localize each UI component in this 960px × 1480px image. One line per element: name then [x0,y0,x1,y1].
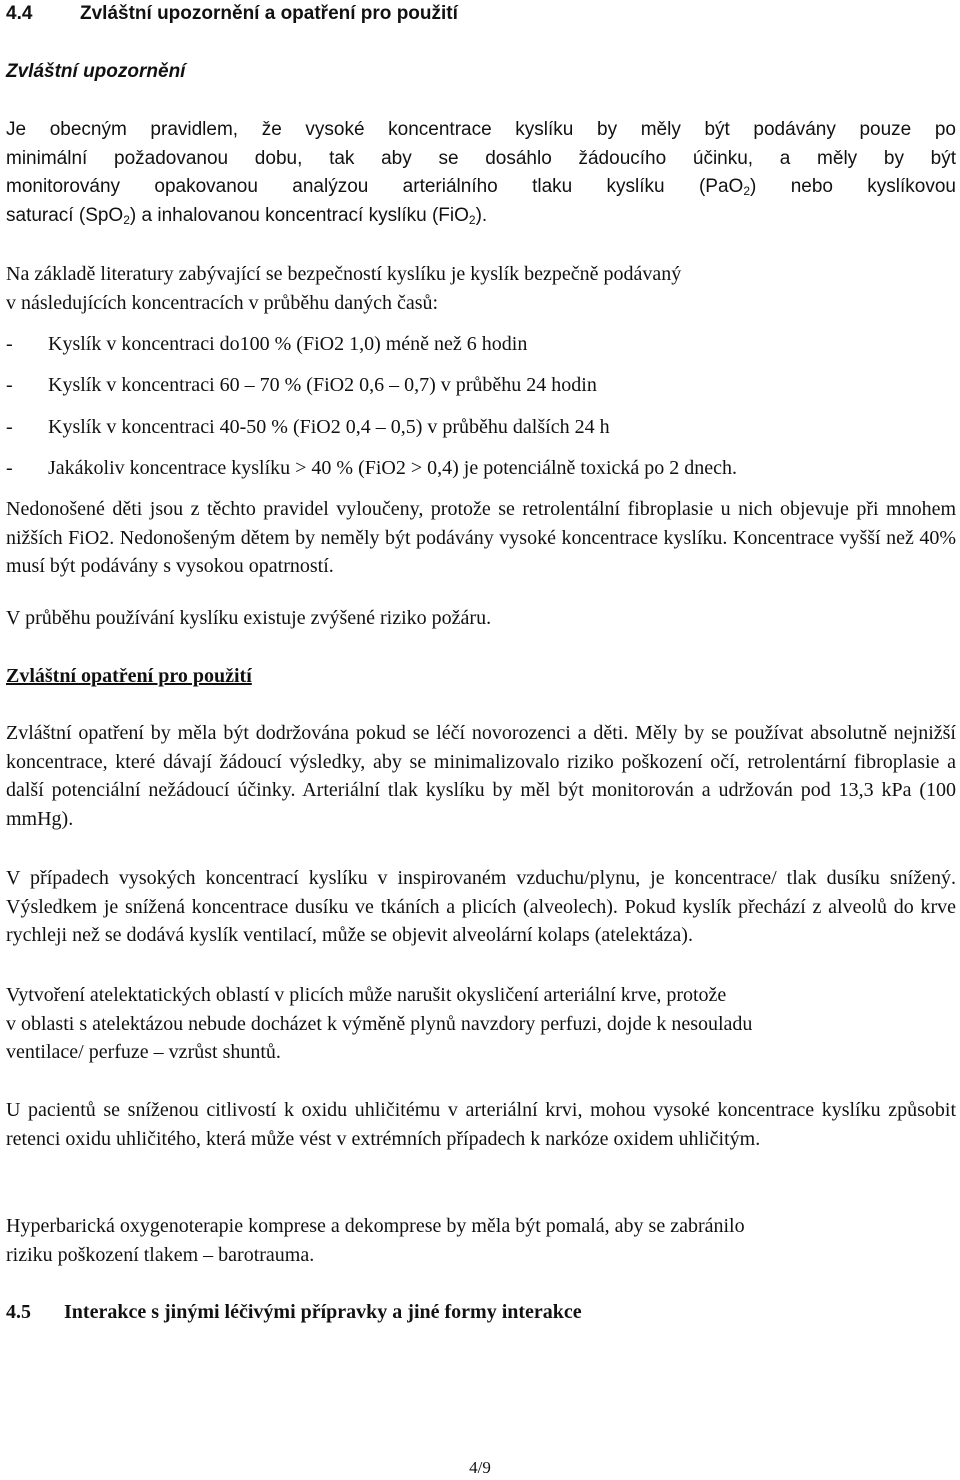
list-item-text: Kyslík v koncentraci do100 % (FiO2 1,0) méně než 6 hodin [48,333,528,355]
text-line: v oblasti s atelektázou nebude docházet k výměně plynů navzdory perfuzi, dojde k nesouladu [6,1012,753,1035]
precautions-paragraph-1: Zvláštní opatření by měla být dodržována pokud se léčí novorozenci a děti. Měly by se používat absolutně nejnižší koncentrace, které dávají žádoucí výsledky, aby se minimalizovalo riziko poškození očí, retrolentární fibroplasie a další potenciální nežádoucí účinky. Arteriální tlak kyslíku by měl být monitorován a udržován pod 13,3 kPa (100 mmHg). [6,722,956,830]
list-bullet: - [6,457,13,479]
section-4-4-heading [6,0,956,29]
list-item [6,454,956,482]
text-run: monitorovány opakovanou analýzou arteriálního tlaku kyslíku (PaO [6,176,744,197]
section-number: 4.4 [6,3,33,24]
subscript: 2 [123,212,130,227]
text-run: ) nebo kyslíkovou [750,176,957,197]
list-item-text: Jakákoliv koncentrace kyslíku > 40 % (FiO2 > 0,4) je potenciálně toxická po 2 dnech. [48,457,738,479]
precautions-heading: Zvláštní opatření pro použití [6,665,252,687]
section-title: Interakce s jinými léčivými přípravky a jiné formy interakce [64,1301,582,1323]
list-item [6,371,956,399]
text-line: Hyperbarická oxygenoterapie komprese a dekomprese by měla být pomalá, aby se zabránilo [6,1215,745,1237]
text-line: minimální požadovanou dobu, tak aby se dosáhlo žádoucího účinku, a měly by být [6,147,956,169]
text-line [6,202,956,231]
warnings-paragraph-3: Nedonošené děti jsou z těchto pravidel vyloučeny, protože se retrolentální fibroplasie u nich objevuje při mnohem nižších FiO2. Nedonošeným dětem by neměly být podávány vysoké koncentrace kyslíku. Koncentrace vyšší než 40% musí být podávány s vysokou opatrností. [6,498,956,577]
precautions-paragraph-5 [6,1212,956,1269]
precautions-paragraph-3 [6,981,956,1067]
list-item-text: Kyslík v koncentraci 60 – 70 % (FiO2 0,6 – 0,7) v průběhu 24 hodin [48,374,597,396]
text-line: riziku poškození tlakem – barotrauma. [6,1243,315,1266]
section-4-5-heading [6,1298,956,1327]
list-bullet: - [6,374,13,396]
text-line: ventilace/ perfuze – vzrůst shuntů. [6,1041,281,1063]
precautions-paragraph-2: V případech vysokých koncentrací kyslíku v inspirovaném vzduchu/plynu, je koncentrace/ tlak dusíku snížený. Výsledkem je snížená koncentrace dusíku ve tkáních a plicích (alveolech). Pokud kyslík přechází z alveolů do krve rychleji než se dodává kyslík ventilací, může se objevit alveolární kolaps (atelektáza). [6,867,956,946]
text-line: Je obecným pravidlem, že vysoké koncentrace kyslíku by měly být podávány pouze po [6,119,956,140]
warnings-heading: Zvláštní upozornění [6,61,186,82]
list-item-text: Kyslík v koncentraci 40-50 % (FiO2 0,4 – 0,5) v průběhu dalších 24 h [48,416,610,438]
list-item [6,413,956,441]
warnings-paragraph-4: V průběhu používání kyslíku existuje zvýšené riziko požáru. [6,607,492,629]
text-run: ) a inhalovanou koncentrací kyslíku (FiO [129,204,469,226]
list-item [6,330,956,358]
text-line: Vytvoření atelektatických oblastí v plicích může narušit okysličení arteriální krve, protože [6,984,727,1006]
subscript: 2 [468,212,476,227]
section-title: Zvláštní upozornění a opatření pro použití [80,3,458,24]
warnings-paragraph-1 [6,116,956,230]
list-bullet: - [6,333,13,355]
text-run: saturací (SpO [6,204,124,226]
subscript: 2 [743,184,751,198]
precautions-paragraph-4: U pacientů se sníženou citlivostí k oxidu uhličitému v arteriální krvi, mohou vysoké koncentrace kyslíku způsobit retenci oxidu uhličitého, která může vést v extrémních případech k narkóze oxidem uhličitým. [6,1099,956,1150]
text-line: v následujících koncentracích v průběhu daných časů: [6,291,439,314]
text-line: Na základě literatury zabývající se bezpečností kyslíku je kyslík bezpečně podávaný [6,263,682,285]
text-line [6,173,956,202]
warnings-paragraph-2 [6,260,956,317]
page-number: 4/9 [469,1458,491,1477]
text-run: ). [475,204,488,226]
list-bullet: - [6,416,13,438]
section-number: 4.5 [6,1301,31,1323]
